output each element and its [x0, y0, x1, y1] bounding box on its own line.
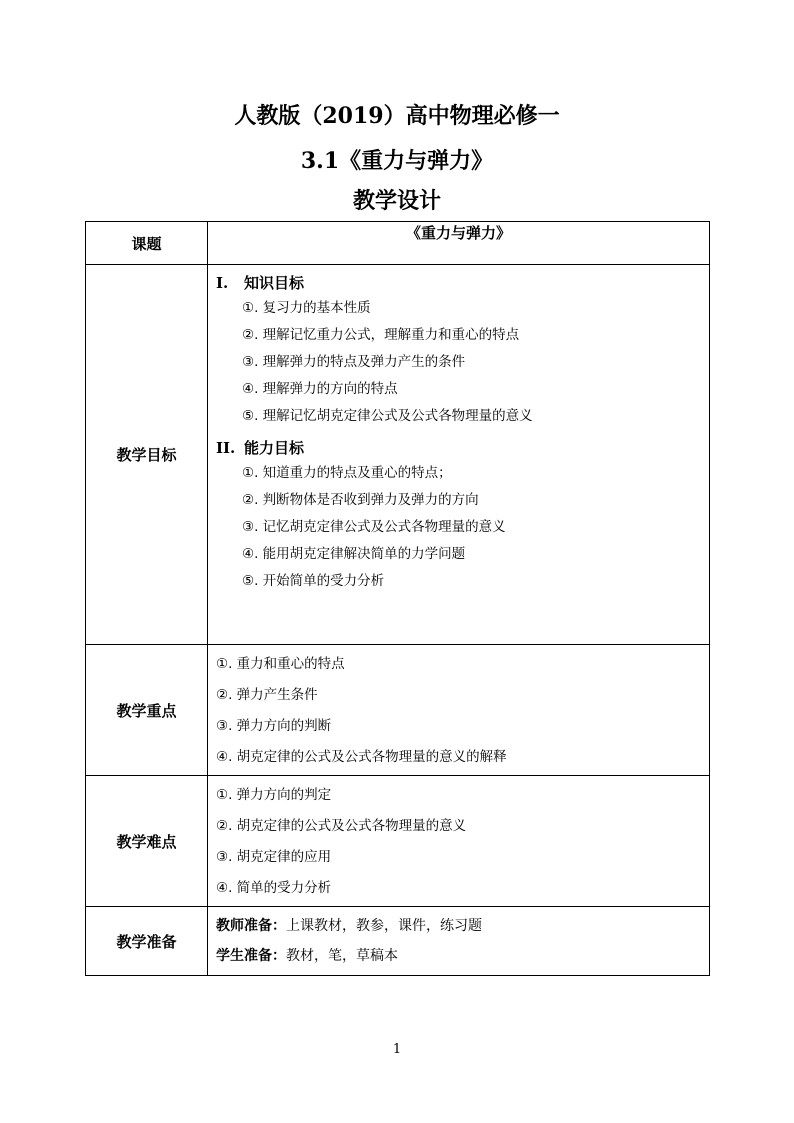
teacher-preparation-label: 教师准备： [216, 918, 286, 934]
section-numeral: II. [216, 439, 236, 457]
teacher-preparation-value: 上课教材，教参，课件，练习题 [286, 918, 482, 934]
list-item: ②. 弹力产生条件 [216, 687, 318, 703]
section-heading-text: 知识目标 [244, 274, 305, 292]
list-item: ⑤. 开始简单的受力分析 [242, 573, 385, 589]
list-item: ③. 弹力方向的判断 [216, 718, 332, 734]
list-item: ②. 理解记忆重力公式，理解重力和重心的特点 [242, 327, 520, 343]
list-item: ④. 理解弹力的方向的特点 [242, 381, 398, 397]
document-title-block [0, 100, 794, 213]
key-points-label: 教学重点 [86, 645, 208, 776]
teacher-preparation [216, 911, 709, 941]
section-heading-text: 能力目标 [244, 439, 305, 457]
preparation-content [208, 907, 710, 976]
page-number: 1 [392, 1042, 402, 1057]
table-row-topic [86, 222, 710, 265]
key-points-content [208, 645, 710, 776]
list-item: ①. 复习力的基本性质 [242, 300, 371, 316]
difficulties-label: 教学难点 [86, 776, 208, 907]
section-numeral: I. [216, 274, 229, 292]
table-row-difficulties [86, 776, 710, 907]
list-item: ①. 知道重力的特点及重心的特点； [242, 465, 452, 481]
document-subtitle: 教学设计 [352, 188, 441, 214]
list-item: ③. 记忆胡克定律公式及公式各物理量的意义 [242, 519, 506, 535]
lesson-plan-table [85, 221, 710, 976]
topic-value: 《重力与弹力》 [208, 222, 710, 265]
topic-label: 课题 [86, 222, 208, 265]
document-title: 人教版（2019）高中物理必修一 [234, 103, 560, 129]
list-item: ④. 能用胡克定律解决简单的力学问题 [242, 546, 466, 562]
difficulties-content [208, 776, 710, 907]
section-heading-ability [216, 436, 709, 460]
student-preparation-value: 教材，笔，草稿本 [286, 948, 398, 964]
list-item: ⑤. 理解记忆胡克定律公式及公式各物理量的意义 [242, 408, 533, 424]
table-row-objectives [86, 265, 710, 645]
student-preparation-label: 学生准备： [216, 948, 286, 964]
list-item: ④. 简单的受力分析 [216, 880, 332, 896]
list-item: ①. 重力和重心的特点 [216, 656, 345, 672]
lesson-title: 3.1《重力与弹力》 [300, 148, 494, 174]
section-heading-knowledge [216, 271, 709, 295]
list-item: ②. 胡克定律的公式及公式各物理量的意义 [216, 818, 467, 834]
student-preparation [216, 941, 709, 971]
list-item: ④. 胡克定律的公式及公式各物理量的意义的解释 [216, 749, 507, 765]
list-item: ②. 判断物体是否收到弹力及弹力的方向 [242, 492, 479, 508]
preparation-label: 教学准备 [86, 907, 208, 976]
list-item: ①. 弹力方向的判定 [216, 787, 332, 803]
table-row-preparation [86, 907, 710, 976]
objectives-content [208, 265, 710, 645]
list-item: ③. 理解弹力的特点及弹力产生的条件 [242, 354, 466, 370]
table-row-key-points [86, 645, 710, 776]
list-item: ③. 胡克定律的应用 [216, 849, 332, 865]
objectives-label: 教学目标 [86, 265, 208, 645]
